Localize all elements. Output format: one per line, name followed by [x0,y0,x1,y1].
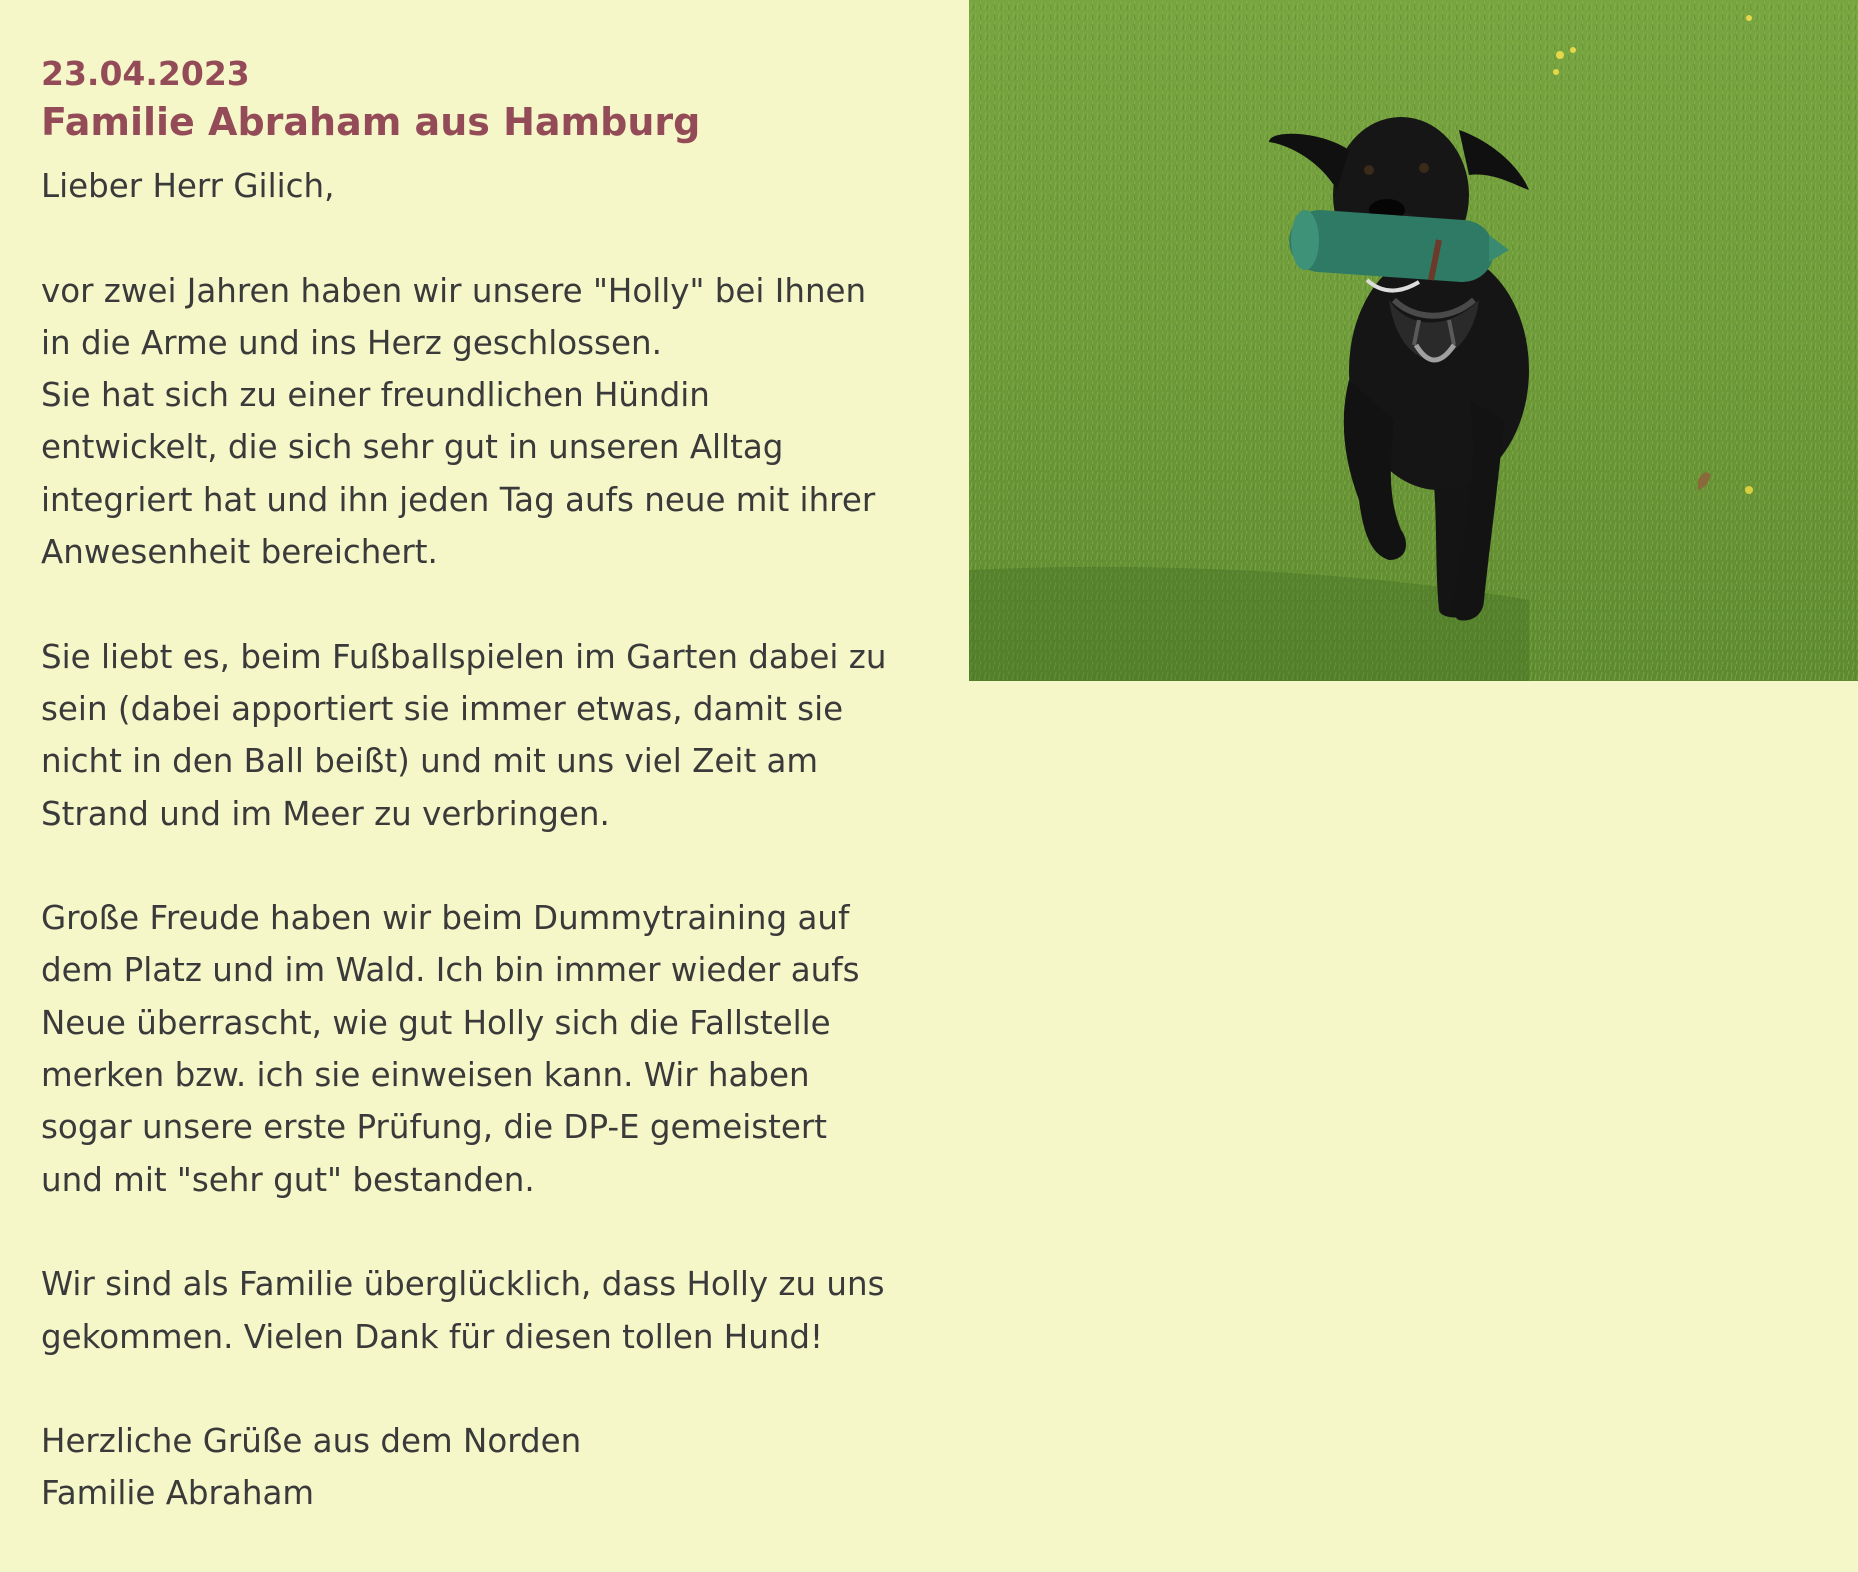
letter-line [41,840,921,892]
letter-line: dem Platz und im Wald. Ich bin immer wieder aufs [41,951,860,990]
letter-line: entwickelt, die sich sehr gut in unseren Alltag [41,428,784,467]
letter-line: Anwesenheit bereichert. [41,533,438,572]
letter-line [41,1363,921,1415]
letter-line: Große Freude haben wir beim Dummytraining auf [41,899,850,938]
letter-line [41,578,921,630]
letter-line: Neue überrascht, wie gut Holly sich die Fallstelle [41,1003,831,1042]
letter-line: integriert hat und ihn jeden Tag aufs neue mit ihrer [41,480,876,519]
letter-line: Wir sind als Familie überglücklich, dass Holly zu uns [41,1265,885,1304]
letter-line: Sie hat sich zu einer freundlichen Hündin [41,376,710,415]
letter-line: Familie Abraham [41,1474,315,1513]
letter-line: Strand und im Meer zu verbringen. [41,794,610,833]
entry-date: 23.04.2023 [41,54,250,93]
letter-line: Herzliche Grüße aus dem Norden [41,1422,582,1461]
letter-line: sogar unsere erste Prüfung, die DP-E gemeistert [41,1108,827,1147]
letter-line: sein (dabei apportiert sie immer etwas, damit sie [41,689,844,728]
testimonial-text [41,52,921,1520]
entry-title: Familie Abraham aus Hamburg [41,100,701,144]
dog-photo [969,0,1858,681]
letter-line: vor zwei Jahren haben wir unsere "Holly" bei Ihnen [41,271,867,310]
letter-line: gekommen. Vielen Dank für diesen tollen Hund! [41,1317,824,1356]
letter-line [41,212,921,264]
letter-line: und mit "sehr gut" bestanden. [41,1160,535,1199]
letter-line: merken bzw. ich sie einweisen kann. Wir haben [41,1056,810,1095]
letter-body [41,160,921,1520]
letter-line: nicht in den Ball beißt) und mit uns viel Zeit am [41,742,819,781]
letter-line: Sie liebt es, beim Fußballspielen im Garten dabei zu [41,637,887,676]
letter-line: in die Arme und ins Herz geschlossen. [41,323,662,362]
letter-line [41,1206,921,1258]
letter-line: Lieber Herr Gilich, [41,167,335,205]
